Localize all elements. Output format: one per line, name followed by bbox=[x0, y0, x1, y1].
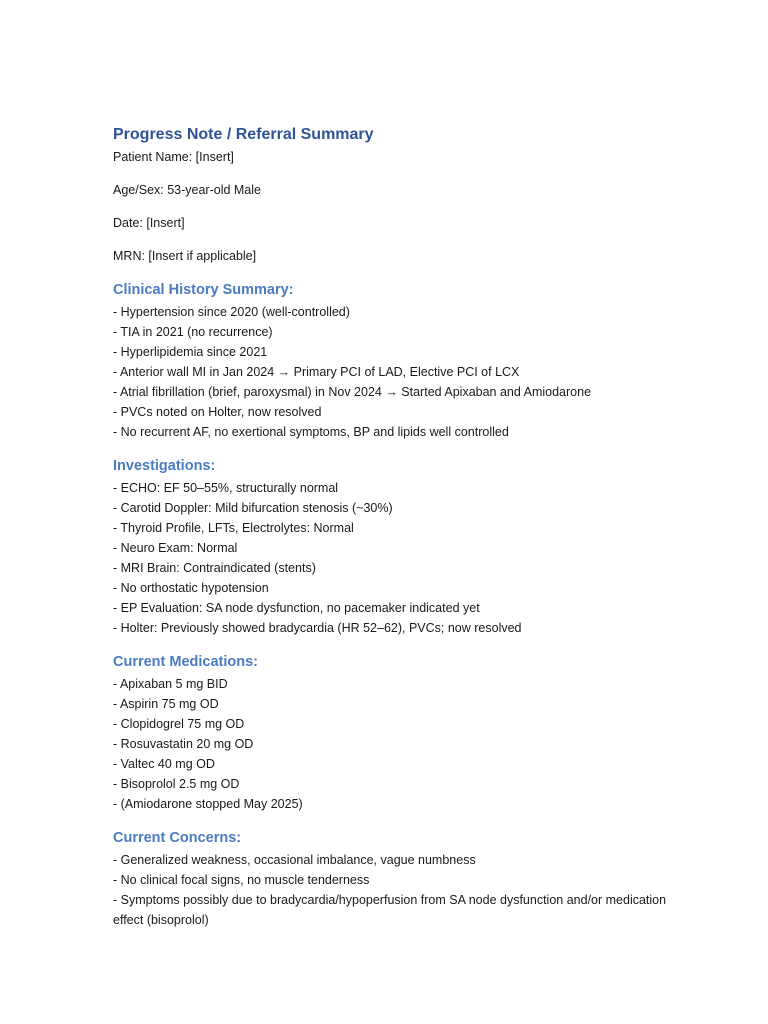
section-heading: Current Concerns: bbox=[113, 830, 242, 846]
list-item: - Hyperlipidemia since 2021 bbox=[113, 345, 268, 359]
list-item: - Carotid Doppler: Mild bifurcation stenosis (~30%) bbox=[113, 501, 393, 515]
list-item: - No recurrent AF, no exertional symptoms, BP and lipids well controlled bbox=[113, 425, 509, 439]
age-sex: Age/Sex: 53-year-old Male bbox=[113, 183, 261, 197]
list-item: - (Amiodarone stopped May 2025) bbox=[113, 797, 303, 811]
list-item: - ECHO: EF 50–55%, structurally normal bbox=[113, 481, 339, 495]
list-item: - Bisoprolol 2.5 mg OD bbox=[113, 777, 240, 791]
mrn: MRN: [Insert if applicable] bbox=[113, 249, 257, 263]
list-item: - Aspirin 75 mg OD bbox=[113, 697, 219, 711]
current-concerns-section bbox=[113, 828, 673, 930]
section-heading: Clinical History Summary: bbox=[113, 282, 294, 298]
list-item: - Anterior wall MI in Jan 2024 → Primary PCI of LAD, Elective PCI of LCX bbox=[113, 365, 520, 379]
list-item: - Thyroid Profile, LFTs, Electrolytes: Normal bbox=[113, 521, 354, 535]
patient-name: Patient Name: [Insert] bbox=[113, 150, 234, 164]
list-item: - No clinical focal signs, no muscle tenderness bbox=[113, 873, 370, 887]
list-item: - Apixaban 5 mg BID bbox=[113, 677, 228, 691]
section-heading: Current Medications: bbox=[113, 654, 259, 670]
list-item: - No orthostatic hypotension bbox=[113, 581, 269, 595]
list-item: - Neuro Exam: Normal bbox=[113, 541, 238, 555]
list-item: - Atrial fibrillation (brief, paroxysmal) in Nov 2024 → Started Apixaban and Amiodarone bbox=[113, 385, 592, 399]
list-item: - Symptoms possibly due to bradycardia/hypoperfusion from SA node dysfunction and/or medication effect (bisoprolol) bbox=[113, 893, 667, 927]
page-title: Progress Note / Referral Summary bbox=[113, 126, 374, 143]
list-item: - Rosuvastatin 20 mg OD bbox=[113, 737, 254, 751]
section-heading: Investigations: bbox=[113, 458, 216, 474]
document-page bbox=[113, 124, 673, 944]
current-medications-section bbox=[113, 652, 673, 814]
investigations-section bbox=[113, 456, 673, 638]
list-item: - PVCs noted on Holter, now resolved bbox=[113, 405, 322, 419]
list-item: - MRI Brain: Contraindicated (stents) bbox=[113, 561, 316, 575]
list-item: - TIA in 2021 (no recurrence) bbox=[113, 325, 273, 339]
list-item: - EP Evaluation: SA node dysfunction, no pacemaker indicated yet bbox=[113, 601, 480, 615]
list-item: - Valtec 40 mg OD bbox=[113, 757, 215, 771]
clinical-history-section bbox=[113, 280, 673, 442]
list-item: - Hypertension since 2020 (well-controlled) bbox=[113, 305, 350, 319]
list-item: - Holter: Previously showed bradycardia (HR 52–62), PVCs; now resolved bbox=[113, 621, 522, 635]
list-item: - Clopidogrel 75 mg OD bbox=[113, 717, 245, 731]
note-date: Date: [Insert] bbox=[113, 216, 185, 230]
sections-container bbox=[113, 280, 673, 930]
list-item: - Generalized weakness, occasional imbalance, vague numbness bbox=[113, 853, 476, 867]
